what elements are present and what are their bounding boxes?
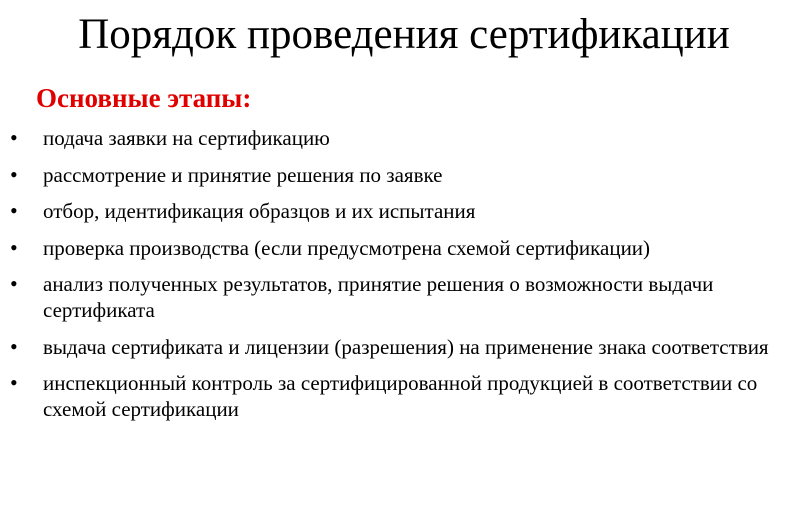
bullet-icon: • xyxy=(10,125,18,150)
list-item xyxy=(0,271,808,323)
list-item xyxy=(0,334,808,360)
step-text: подача заявки на сертификацию xyxy=(43,126,330,150)
slide-title: Порядок проведения сертификации xyxy=(78,11,730,58)
list-item xyxy=(0,125,808,151)
bullet-icon: • xyxy=(10,161,18,187)
step-text: анализ полученных результатов, принятие решения о возможности выдачи сертификата xyxy=(43,272,714,322)
step-text: выдача сертификата и лицензии (разрешения) на применение знака соответствия xyxy=(43,334,769,359)
bullet-icon: • xyxy=(10,234,18,260)
step-text: инспекционный контроль за сертифицированной продукцией в соответствии со схемой сертификации xyxy=(43,371,758,421)
bullet-icon: • xyxy=(10,198,18,223)
bullet-icon: • xyxy=(10,370,18,395)
step-text: рассмотрение и принятие решения по заявке xyxy=(43,162,443,187)
bullet-icon: • xyxy=(10,271,18,296)
list-item xyxy=(0,370,808,422)
list-item xyxy=(0,198,808,224)
steps-list xyxy=(0,125,808,433)
list-item xyxy=(0,162,808,188)
step-text: отбор, идентификация образцов и их испытания xyxy=(43,199,476,223)
section-heading: Основные этапы: xyxy=(36,83,252,113)
step-text: проверка производства (если предусмотрена схемой сертификации) xyxy=(43,235,651,260)
list-item xyxy=(0,235,808,261)
bullet-icon: • xyxy=(10,333,18,359)
